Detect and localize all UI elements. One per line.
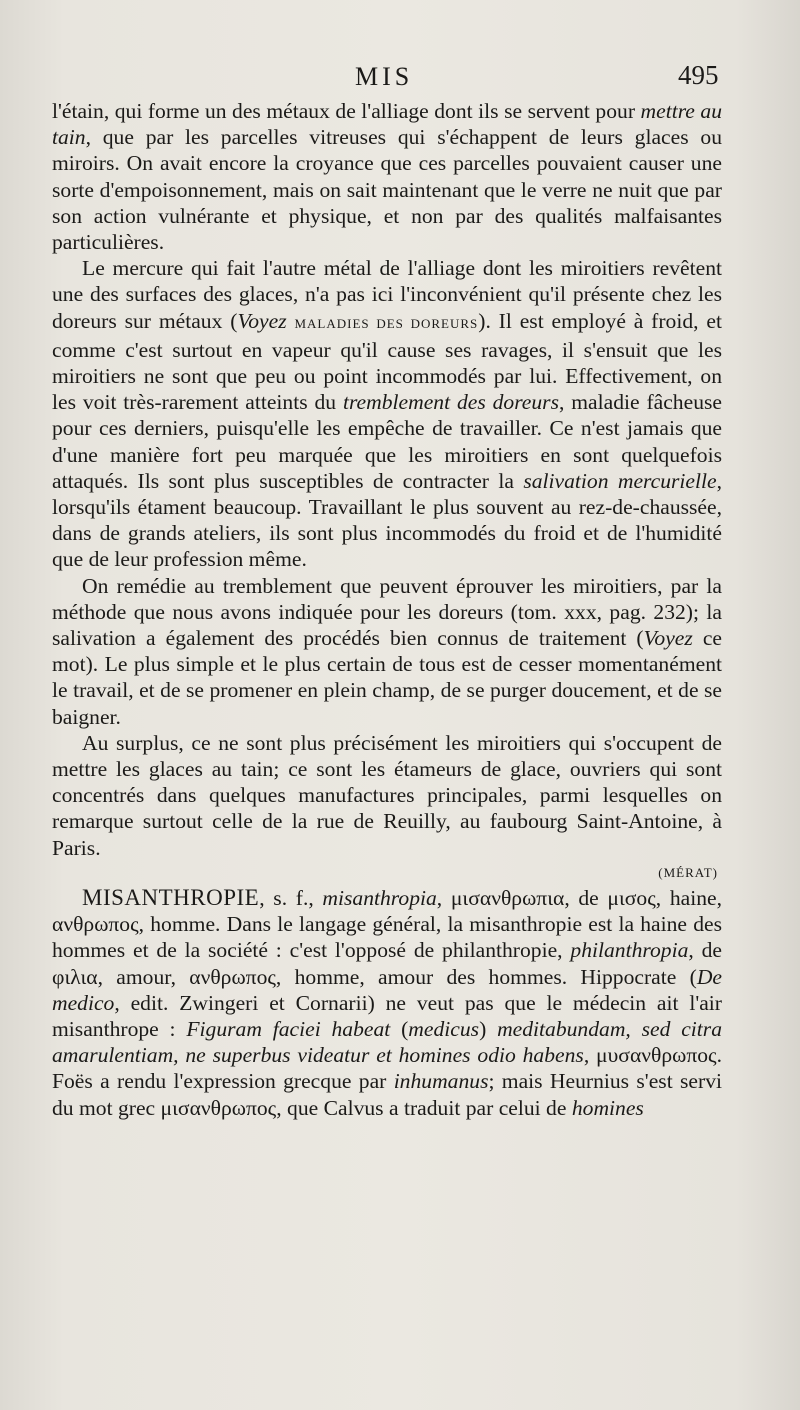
text-run: ( xyxy=(390,1016,409,1041)
italic-run: meditabundam, sed citra amarulentiam, ne superbus videatur et homines odio habens xyxy=(52,1016,722,1068)
text-run: On remédie au tremblement que peuvent éprouver les miroitiers, par la méthode que nous avons indiquée pour les doreurs (tom. xxx, pag. 232); la salivation a également des procédés bien connus de traitement ( xyxy=(52,573,722,651)
entry-misanthropie xyxy=(52,885,722,1121)
text-run: , lorsqu'ils étament beaucoup. Travaillant le plus souvent au rez-de-chaussée, dans de grands ateliers, ils sont plus incommodés du froid et de l'humidité que de leur profession même. xyxy=(52,468,722,572)
page-header xyxy=(0,60,800,100)
text-run: , maladie fâcheuse pour ces derniers, puisqu'elle les empêche de travailler. Ce n'est jamais que d'une manière fort peu marquée que les miroitiers en sont quelquefois attaqués. Ils sont plus susceptibles de contracter la xyxy=(52,390,722,493)
italic-run: homines xyxy=(571,1095,644,1120)
text-run: , de φιλια, amour, ανθρωπος, homme, amour des hommes. Hippocrate ( xyxy=(52,938,722,989)
text-run: Au surplus, ce ne sont plus précisément les miroitiers qui s'occupent de mettre les glaces au tain; ce sont les étameurs de glace, ouvriers qui sont concentrés dans quelques manufactures principales, parmi lesquelles on remarque surtout celle de la rue de Reuilly, au faubourg Saint-Antoine, à Paris. xyxy=(52,730,722,860)
italic-run: Voyez xyxy=(643,626,693,651)
page-number: 495 xyxy=(678,60,719,90)
text-run: , μισανθρωπια, de μισος, haine, ανθρωπος, homme. Dans le langage général, la misanthropie est la haine des hommes et de la société : c'est l'opposé de philanthropie, xyxy=(52,885,723,963)
italic-run: inhumanus xyxy=(393,1069,489,1094)
paragraph-remedies xyxy=(52,573,722,730)
italic-run: philanthropia xyxy=(570,938,689,963)
text-run: , μυσανθρωπος. Foës a rendu l'expression grecque par xyxy=(52,1043,723,1094)
paragraph-mirror-tin xyxy=(52,98,722,255)
text-run: ) xyxy=(479,1016,498,1041)
text-run: ). Il est employé à froid, et comme c'est surtout en vapeur qu'il cause ses ravages, il s'ensuit que les miroitiers ne sont que peu ou point incommodés par lui. Effectivement, on les voit très-rarement atteints du xyxy=(52,308,722,415)
body-text xyxy=(52,98,722,1121)
italic-run: Voyez xyxy=(237,308,287,333)
running-head: MIS xyxy=(355,62,414,91)
text-run: , s. f., xyxy=(259,885,323,910)
text-run: ; mais Heurnius s'est servi du mot grec μισανθρωπος, que Calvus a traduit par celui de xyxy=(52,1069,722,1120)
author-signature: (MÉRAT) xyxy=(658,864,718,880)
italic-run: Figuram faciei habeat xyxy=(186,1016,391,1041)
italic-run: salivation mercurielle xyxy=(523,468,717,493)
text-run: l'étain, qui forme un des métaux de l'alliage dont ils se servent pour xyxy=(52,99,641,123)
text-run: Le mercure qui fait l'autre métal de l'alliage dont les miroitiers revêtent une des surfaces des glaces, n'a pas ici l'inconvénient qu'il présente chez les doreurs sur métaux ( xyxy=(52,256,722,333)
italic-run: medicus xyxy=(408,1016,480,1041)
paragraph-surplus xyxy=(52,730,722,861)
small-caps-run: MALADIES DES DOREURS xyxy=(294,315,479,331)
italic-run: mettre au tain xyxy=(52,99,722,150)
entry-headword: MISANTHROPIE xyxy=(82,884,260,910)
text-run: , edit. Zwingeri et Cornarii) ne veut pas que le médecin ait l'air misanthrope : xyxy=(52,990,722,1041)
italic-run: De medico xyxy=(52,964,722,1015)
paragraph-mercury xyxy=(52,255,722,572)
text-run: , que par les parcelles vitreuses qui s'échappent de leurs glaces ou miroirs. On avait encore la croyance que ces parcelles pouvaient causer une sorte d'empoisonnement, mais on sait maintenant que le verre ne nuit que par son action vulnérante et physique, et non par des qualités malfaisantes particulières. xyxy=(52,125,722,255)
italic-run: misanthropia xyxy=(322,885,437,910)
italic-run: tremblement des doreurs xyxy=(342,390,559,415)
text-run: ce mot). Le plus simple et le plus certain de tous est de cesser momentanément le travail, et de se promener en plein champ, de se purger doucement, et de se baigner. xyxy=(52,626,722,729)
